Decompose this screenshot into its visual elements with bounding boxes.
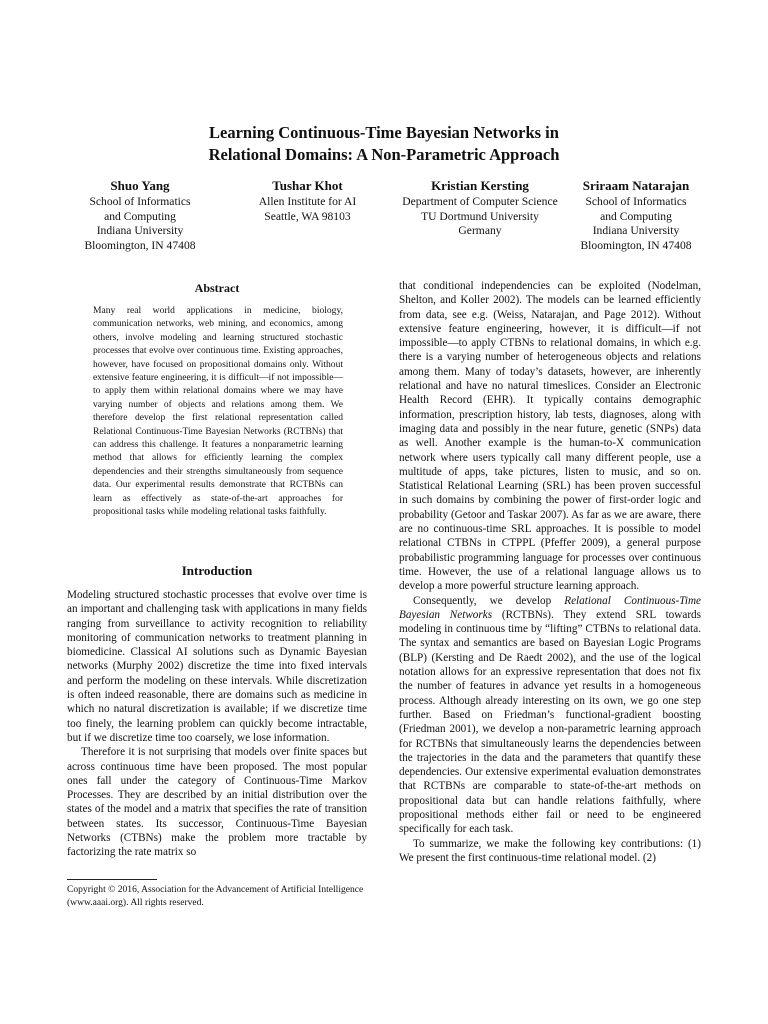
author-name: Shuo Yang (110, 178, 170, 193)
author-affiliation-line: Department of Computer Science (402, 195, 558, 208)
title-line-1: Learning Continuous-Time Bayesian Networks in (209, 123, 559, 142)
copyright-footnote: Copyright © 2016, Association for the Advancement of Artificial Intelligence (www.aaai.org). All rights reserved. (67, 884, 364, 908)
author-affiliation-line: Allen Institute for AI (258, 195, 357, 208)
author-block (556, 178, 716, 253)
paragraph: Therefore it is not surprising that models over finite spaces but across continuous time have been proposed. The most popular ones fall under the category of Continuous-Time Markov Processes. They are described by an initial distribution over the states of the model and a matrix that specifies the rate of transition between states. Its successor, Continuous-Time Bayesian Networks (CTBNs) make the problem more tractable by factorizing the rate matrix so (67, 746, 367, 859)
author-affiliation-line: Bloomington, IN 47408 (580, 238, 692, 252)
footnote-divider (67, 879, 157, 880)
introduction-body (67, 588, 367, 860)
model-name-emphasis: Relational Continuous-Time Bayesian Networks (399, 594, 701, 621)
author-name: Sriraam Natarajan (582, 178, 690, 193)
author-block (50, 178, 230, 253)
author-affiliation-line: Indiana University (592, 224, 680, 237)
author-name: Tushar Khot (272, 178, 343, 193)
author-block (375, 178, 585, 239)
right-column-body (399, 279, 701, 865)
author-affiliation-line: and Computing (104, 209, 176, 223)
text-run: (RCTBNs). They extend SRL towards modeling in continuous time by “lifting” CTBNs to relational data. The syntax and semantics are based on Bayesian Logic Programs (BLP) (Kersting and De Raedt 2002), and the use of the logical notation allows for an expressive representation that does not fix the number of features in advance yet results in a homogeneous process. Although already interesting on its own, we go one step further. Based on Friedman’s functional-gradient boosting (Friedman 2001), we develop a non-parametric learning approach for RCTBNs that simultaneously learns the dependencies between the trajectories in the data and the parameters that quantify these dependencies. Our extensive experimental evaluation demonstrates that RCTBNs are comparable to state-of-the-art methods on propositional data but can handle relations faithfully, where propositional methods either fail or need to be engineered specifically for each task. (399, 608, 701, 836)
abstract-text: Many real world applications in medicine, biology, communication networks, web mining, and economics, among others, involve modeling and learning structured stochastic processes that evolve over continuous time. Existing approaches, however, have focused on propositional domains only. Without extensive feature engineering, it is difficult—if not impossible—to apply them within relational domains where we may have varying number of objects and relations among them. We therefore develop the first relational representation called Relational Continuous-Time Bayesian Networks (RCTBNs) that can address this challenge. It features a nonparametric learning method that allows for efficiently learning the complex dependencies and their strengths simultaneously from sequence data. Our experimental results demonstrate that RCTBNs can learn as effectively as state-of-the-art approaches for propositional tasks while modeling relational tasks faithfully. (93, 305, 343, 518)
paragraph (399, 594, 701, 837)
author-block (225, 178, 390, 224)
title-line-2: Relational Domains: A Non-Parametric Approach (208, 145, 560, 164)
paragraph: To summarize, we make the following key contributions: (1) We present the first continuous-time relational model. (2) (399, 837, 701, 864)
paragraph: that conditional independencies can be exploited (Nodelman, Shelton, and Koller 2002). The models can be learned efficiently from data, see e.g. (Weiss, Natarajan, and Page 2012). Without extensive feature engineering, however, it is difficult—if not impossible—to apply CTBNs to relational domains, in which e.g. there is a varying number of heterogeneous objects and relations among them. Many of today’s datasets, however, are inherently relational and have no natural timeslices. Consider an Electronic Health Record (EHR). It typically contains demographic information, prescription history, lab tests, diagnoses, along with imaging data and possibly in the near future, genetic (SNPs) data as well. Another example is the human-to-X communication network where users typically call many different people, use a multitude of apps, take pictures, listen to music, and so on. Statistical Relational Learning (SRL) has been proven successful in such domains by combining the power of first-order logic and probability (Getoor and Taskar 2007). As far as we are aware, there are no continuous-time SRL approaches. It is possible to model relational CTBNs in CTPPL (Pfeffer 2009), a general purpose probabilistic programming language for processes over continuous time. However, the use of a relational language allows us to develop a more powerful structure learning approach. (399, 280, 701, 593)
author-affiliation-line: School of Informatics (89, 195, 191, 208)
introduction-heading: Introduction (181, 563, 253, 578)
author-affiliation-line: and Computing (600, 209, 672, 223)
text-run: Consequently, we develop (413, 594, 565, 607)
author-affiliation-line: Germany (458, 224, 502, 237)
author-name: Kristian Kersting (431, 178, 529, 193)
paper-title (0, 122, 768, 166)
author-affiliation-line: Bloomington, IN 47408 (84, 238, 196, 252)
abstract-heading: Abstract (194, 281, 240, 295)
author-affiliation-line: Seattle, WA 98103 (264, 209, 351, 223)
author-affiliation-line: School of Informatics (585, 195, 687, 208)
author-affiliation-line: TU Dortmund University (421, 209, 539, 223)
author-affiliation-line: Indiana University (96, 224, 184, 237)
paragraph: Modeling structured stochastic processes that evolve over time is an important and challenging task with applications in many fields ranging from surveillance to activity recognition to reliability monitoring of communication networks to treatment planning in biomedicine. Classical AI solutions such as Dynamic Bayesian networks (Murphy 2002) discretize the time into fixed intervals and perform the modeling on these intervals. While discretization is often indeed reasonable, there are domains such as medicine in which no natural discretization is available; if we discretize time too finely, the learning problem can quickly become intractable, but if we discretize time too coarsely, we lose information. (67, 589, 367, 744)
